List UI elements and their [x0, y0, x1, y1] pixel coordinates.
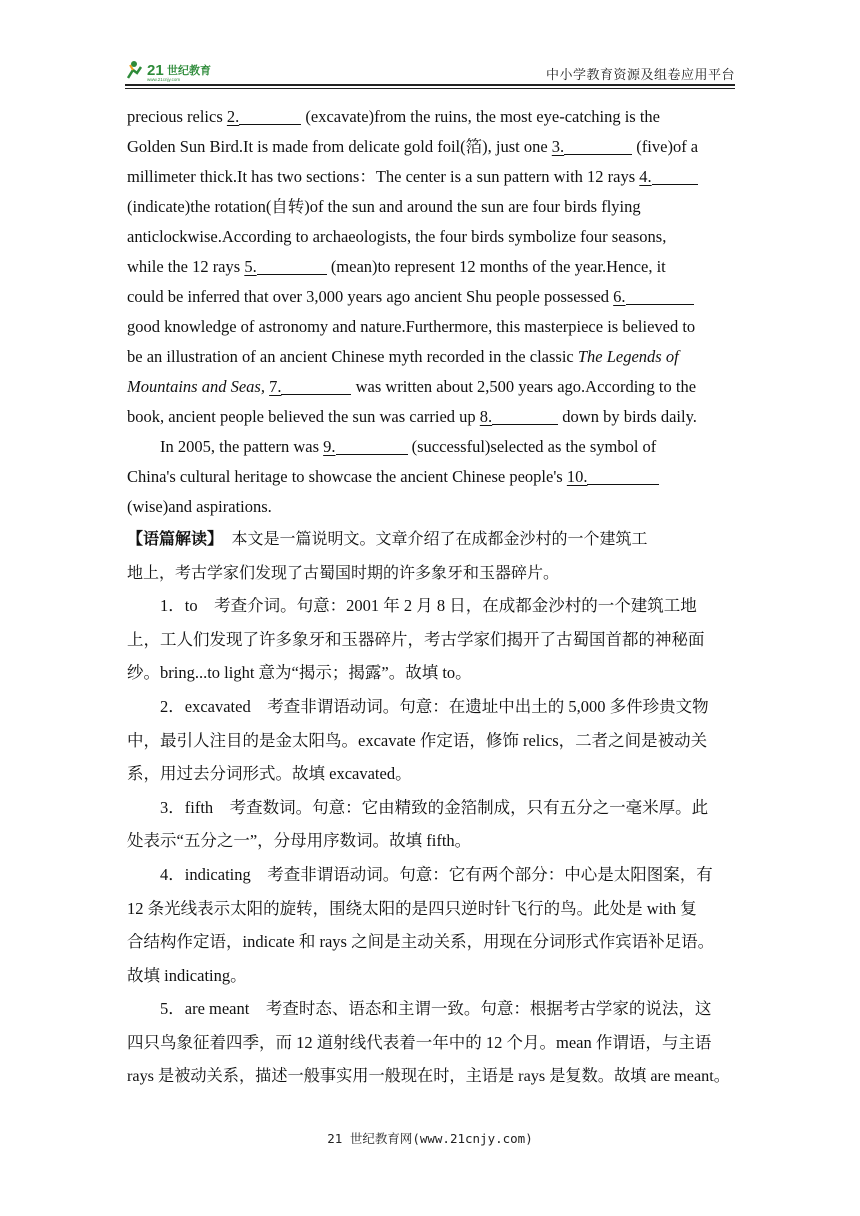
answer-3: 3．fifth 考查数词。句意：它由精致的金箔制成，只有五分之一毫米厚。此	[160, 797, 709, 817]
answer-line: 系，用过去分词形式。故填 excavated。	[127, 764, 412, 784]
passage-line: anticlockwise.According to archaeologists, the four birds symbolize four seasons,	[127, 227, 667, 246]
passage-line: Mountains and Seas, 7. was written about 2,500 years ago.According to the	[127, 377, 697, 396]
blank-5: 5.	[244, 257, 326, 276]
answer-line: 故填 indicating。	[127, 965, 247, 985]
site-logo	[125, 58, 235, 82]
svg-text:世纪教育: 世纪教育	[167, 64, 211, 77]
passage-line: book, ancient people believed the sun was carried up 8. down by birds daily.	[127, 407, 697, 426]
passage-line: (indicate)the rotation(自转)of the sun and around the sun are four birds flying	[127, 197, 641, 216]
answer-line: 四只鸟象征着四季，而 12 道射线代表着一年中的 12 个月。mean 作谓语，与主语	[127, 1032, 712, 1052]
blank-2: 2.	[227, 107, 301, 126]
analysis-intro: 【语篇解读】 本文是一篇说明文。文章介绍了在成都金沙村的一个建筑工	[127, 529, 648, 548]
answer-line: 上，工人们发现了许多象牙和玉器碎片，考古学家们揭开了古蜀国首都的神秘面	[127, 629, 705, 649]
blank-6: 6.	[613, 287, 693, 306]
page-footer: 21 世纪教育网(www.21cnjy.com)	[327, 1131, 533, 1146]
blank-7: 7.	[269, 377, 351, 396]
header-rule-thin	[125, 88, 735, 89]
passage-line: while the 12 rays 5. (mean)to represent 12 months of the year.Hence, it	[127, 257, 666, 276]
blank-3: 3.	[552, 137, 632, 156]
passage-line: millimeter thick.It has two sections：The center is a sun pattern with 12 rays 4.	[127, 162, 733, 192]
passage-line: good knowledge of astronomy and nature.Furthermore, this masterpiece is believed to	[127, 317, 696, 336]
passage-line: In 2005, the pattern was 9. (successful)selected as the symbol of	[160, 437, 657, 456]
answer-2: 2．excavated 考查非谓语动词。句意：在遗址中出土的 5,000 多件珍贵文物	[160, 696, 709, 716]
blank-9: 9.	[323, 437, 407, 456]
passage-line: (wise)and aspirations.	[127, 497, 272, 516]
platform-name: 中小学教育资源及组卷应用平台	[545, 68, 735, 83]
passage-line: Golden Sun Bird.It is made from delicate gold foil(箔), just one 3. (five)of a	[127, 137, 699, 156]
page-content	[127, 102, 733, 1093]
passage-line: precious relics 2. (excavate)from the ruins, the most eye-catching is the	[127, 107, 661, 126]
svg-text:www.21cnjy.com: www.21cnjy.com	[147, 77, 181, 82]
answer-line: 合结构作定语，indicate 和 rays 之间是主动关系，用现在分词形式作宾语补足语。	[127, 932, 715, 952]
analysis-tag: 【语篇解读】	[127, 529, 216, 548]
svg-text:21: 21	[147, 62, 164, 79]
answer-line: 纱。bring...to light 意为“揭示；揭露”。故填 to。	[127, 663, 472, 683]
passage-line: could be inferred that over 3,000 years ago ancient Shu people possessed 6.	[127, 282, 733, 312]
answer-4: 4．indicating 考查非谓语动词。句意：它有两个部分：中心是太阳图案，有	[160, 864, 713, 884]
analysis-line: 地上，考古学家们发现了古蜀国时期的许多象牙和玉器碎片。	[127, 562, 560, 582]
blank-10: 10.	[567, 467, 660, 486]
answer-1: 1．to 考查介词。句意：2001 年 2 月 8 日，在成都金沙村的一个建筑工地	[160, 596, 697, 616]
answer-line: 处表示“五分之一”，分母用序数词。故填 fifth。	[127, 831, 472, 851]
passage-line: be an illustration of an ancient Chinese myth recorded in the classic The Legends of	[127, 347, 679, 366]
blank-8: 8.	[480, 407, 558, 426]
passage-line: China's cultural heritage to showcase the ancient Chinese people's 10.	[127, 462, 733, 492]
answer-line: 中，最引人注目的是金太阳鸟。excavate 作定语，修饰 relics，二者之间是被动关	[127, 730, 708, 750]
answer-line: 12 条光线表示太阳的旋转，围绕太阳的是四只逆时针飞行的鸟。此处是 with 复	[127, 898, 697, 918]
blank-4: 4.	[639, 167, 697, 186]
answer-5: 5．are meant 考查时态、语态和主谓一致。句意：根据考古学家的说法，这	[160, 999, 712, 1019]
header-rule	[125, 84, 735, 86]
answer-line: rays 是被动关系，描述一般事实用一般现在时，主语是 rays 是复数。故填 are meant。	[127, 1066, 730, 1085]
